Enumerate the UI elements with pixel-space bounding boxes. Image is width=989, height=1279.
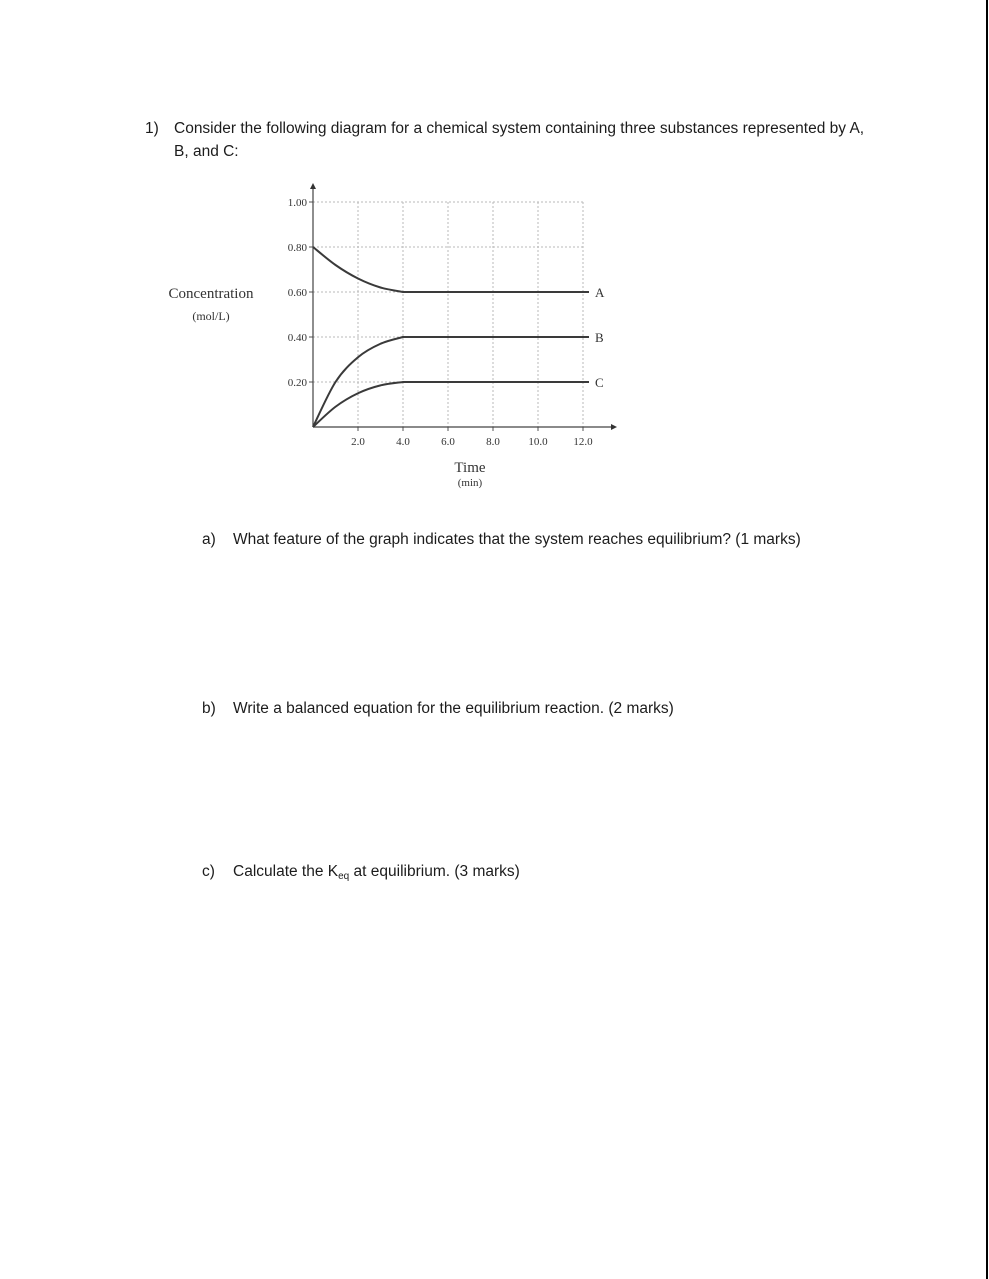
part-b-text: Write a balanced equation for the equilibrium reaction. (2 marks) bbox=[233, 700, 674, 717]
y-axis-arrow-icon bbox=[310, 183, 316, 189]
axis-labels bbox=[169, 286, 486, 489]
question-1 bbox=[145, 117, 875, 163]
x-tick-label: 12.0 bbox=[573, 436, 593, 448]
part-c-text-end: at equilibrium. (3 marks) bbox=[349, 863, 520, 880]
y-axis-unit: (mol/L) bbox=[192, 309, 230, 323]
x-tick-label: 4.0 bbox=[396, 436, 410, 448]
page-border bbox=[986, 0, 988, 1279]
question-part-a bbox=[202, 529, 801, 551]
part-a-text: What feature of the graph indicates that the system reaches equilibrium? (1 marks) bbox=[233, 531, 801, 548]
axes bbox=[288, 183, 617, 448]
part-c-label: c) bbox=[202, 863, 215, 880]
part-a-label: a) bbox=[202, 531, 216, 548]
question-part-b bbox=[202, 698, 674, 720]
series-label-c: C bbox=[595, 375, 604, 390]
y-tick-label: 0.80 bbox=[287, 242, 307, 254]
x-tick-label: 8.0 bbox=[486, 436, 500, 448]
part-b-label: b) bbox=[202, 700, 216, 717]
concentration-time-chart bbox=[0, 0, 989, 520]
series-line-a bbox=[313, 247, 589, 292]
y-axis-label: Concentration bbox=[168, 286, 254, 302]
x-axis-arrow-icon bbox=[611, 424, 617, 430]
y-tick-label: 0.40 bbox=[287, 332, 307, 344]
x-axis-label: Time bbox=[454, 460, 486, 476]
x-axis-unit: (min) bbox=[457, 477, 483, 489]
x-tick-label: 2.0 bbox=[351, 436, 365, 448]
x-tick-label: 10.0 bbox=[528, 436, 548, 448]
series-label-b: B bbox=[595, 330, 604, 345]
y-tick-label: 1.00 bbox=[287, 197, 307, 209]
x-tick-label: 6.0 bbox=[441, 436, 455, 448]
question-text: Consider the following diagram for a chemical system containing three substances represented by A, B, and C: bbox=[174, 120, 865, 160]
question-part-c bbox=[202, 861, 520, 888]
series-label-a: A bbox=[595, 285, 605, 300]
keq-subscript: eq bbox=[338, 871, 350, 882]
y-tick-label: 0.60 bbox=[287, 287, 307, 299]
question-number: 1) bbox=[145, 120, 159, 137]
series-line-c bbox=[313, 382, 589, 427]
grid bbox=[313, 202, 583, 427]
series bbox=[313, 247, 605, 427]
y-tick-label: 0.20 bbox=[287, 377, 307, 389]
part-c-text: Calculate the K bbox=[233, 863, 339, 880]
